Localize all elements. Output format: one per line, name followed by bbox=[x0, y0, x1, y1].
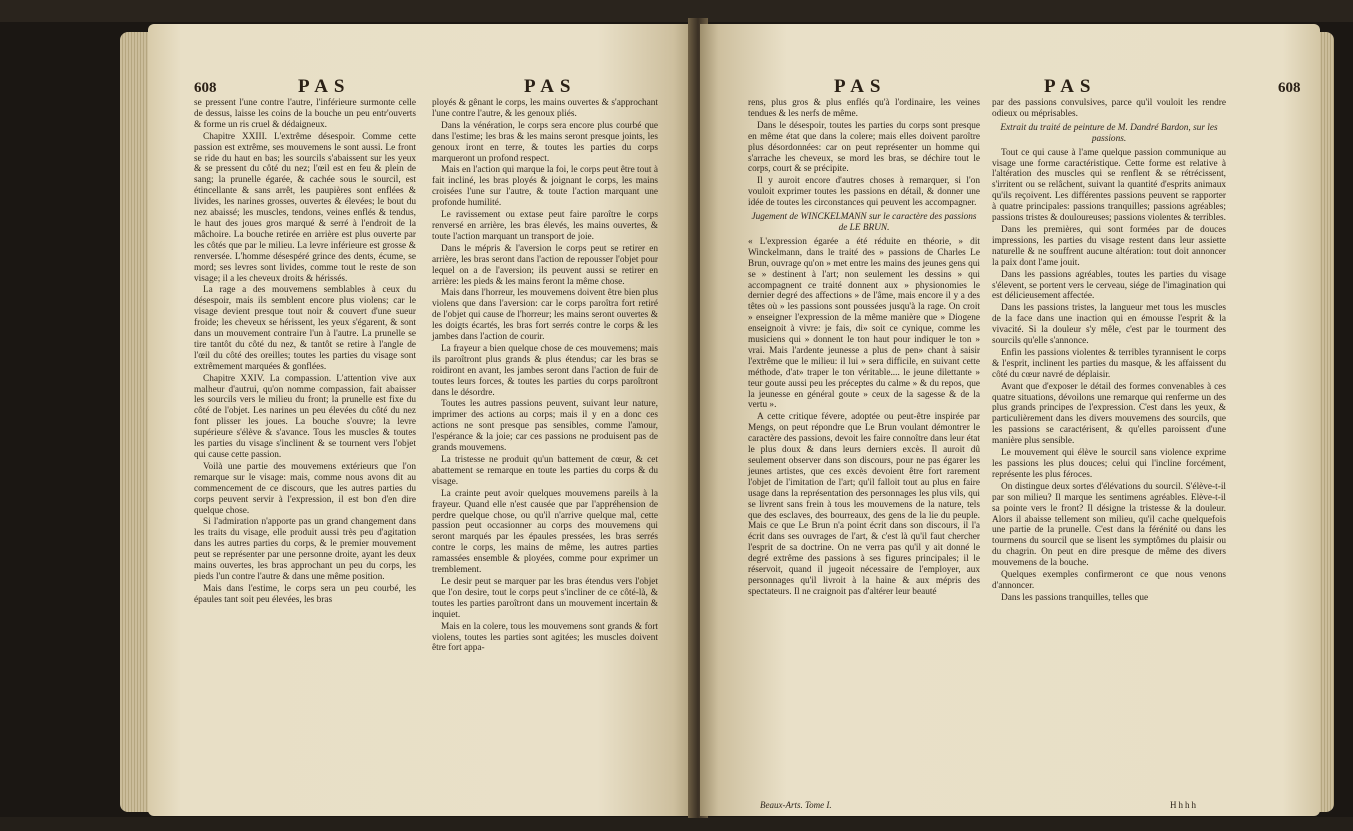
paragraph: ployés & gênant le corps, les mains ouvertes & s'approchant l'une contre l'autre, & les genoux pliés. bbox=[432, 98, 658, 119]
paragraph: Dans la vénération, le corps sera encore plus courbé que dans l'estime; les bras & les mains seront presque joints, les genoux iront en terre, & toutes les parties du corps marqueront un profond respect. bbox=[432, 120, 658, 164]
paragraph: rens, plus gros & plus enflés qu'à l'ordinaire, les veines tendues & les nerfs de même. bbox=[748, 98, 980, 119]
paragraph: Dans le désespoir, toutes les parties du corps sont presque en même état que dans la colere; mais elles doivent paroître plus désordonnées: car on peut représenter un homme qui s'arrache les cheveux, se mord les bras, se déchire tout le corps, court & se précipite. bbox=[748, 120, 980, 175]
paragraph: On distingue deux sortes d'élévations du sourcil. S'élève-t-il par son milieu? Il marque les sentimens agréables. Elève-t-il sa pointe vers le front? Il désigne la tristesse & la douleur. Alors il abaisse tellement son milieu, qu'il cache quelquefois une partie de la prunelle. C'est dans la férénité ou dans les tourmens du sourcil que se lisent les symptômes du plaisir ou du chagrin. On peut en dire presque de même des divers mouvemens de la bouche. bbox=[992, 481, 1226, 569]
paragraph: Quelques exemples confirmeront ce que nous venons d'annoncer. bbox=[992, 570, 1226, 591]
right-column-2 bbox=[992, 98, 1226, 605]
paragraph: A cette critique févere, adoptée ou peut-être inspirée par Mengs, on peut répondre que Le Brun voulant démontrer le caractère des passions, devoit les faire connoître dans leur état le plus doux & dans leurs derniers excès. Il auroit dû seulement observer dans son discours, pour ne pas égarer les jeunes artistes, que ces excès devoient être fort rarement l'objet de l'imitation de l'art; qu'il falloit tout au plus en faire usage dans la représentation des personnages les plus vils, qui se livrent sans frein à tous les mouvemens de la nature, tels que des esclaves, des bourreaux, des gens de la lie du peuple. Mais ce que Le Brun n'a point écrit dans son discours, il l'a écrit dans ses ouvrages de l'art, & c'est là qu'il faut chercher l'esprit de sa doctrine. On ne verra pas qu'il y ait donné le degré extrême des passions à ses figures principales; il le réservoit, quand il jugeoit nécessaire de l'employer, aux personnages qu'il livroit à la haine & aux mépris des spectateurs. Il ne craignoit pas d'altérer leur beauté bbox=[748, 412, 980, 597]
left-page bbox=[148, 24, 696, 816]
right-running-head-2: PAS bbox=[1044, 76, 1097, 97]
paragraph: Le mouvement qui élève le sourcil sans violence exprime les passions les plus douces; celui qui l'incline forcément, représente les plus féroces. bbox=[992, 448, 1226, 480]
right-page bbox=[700, 24, 1320, 816]
paragraph: Dans le mépris & l'aversion le corps peut se retirer en arrière, les bras seront dans l'action de repousser l'objet pour lequel on a de l'aversion; ils peuvent aussi se retirer en arrière: les pieds & les mains feront la même chose. bbox=[432, 243, 658, 287]
paragraph: Dans les passions tranquilles, telles que bbox=[1001, 592, 1149, 603]
right-column-1 bbox=[748, 98, 980, 599]
page-footer: Beaux-Arts. Tome I. bbox=[760, 800, 832, 810]
left-column-1 bbox=[194, 98, 416, 607]
paragraph: La rage a des mouvemens semblables à ceux du désespoir, mais ils semblent encore plus violens; car le visage devient presque tout noir & couvert d'une sueur froide; les cheveux se hérissent, les yeux s'égarent, & sont dans un mouvement contraire l'un à l'autre. La prunelle se tire tantôt du côté du nez, & tantôt se retire à l'angle de l'œil du côté des oreilles; toutes les parties du visage sont extrêmement marquées & gonflées. bbox=[194, 285, 416, 372]
paragraph: La frayeur a bien quelque chose de ces mouvemens; mais ils paroîtront plus grands & plus étendus; car les bras se roidiront en avant, les jambes seront dans l'action de fuir de toutes leurs forces, & toutes les parties du corps paroîtront dans le désordre. bbox=[432, 343, 658, 398]
paragraph: se pressent l'une contre l'autre, l'inférieure surmonte celle de dessus, laisse les coins de la bouche un peu entr'ouverts & forme un ris cruel & dédaigneux. bbox=[194, 98, 416, 130]
left-running-head-2: PAS bbox=[524, 76, 577, 97]
paragraph: Toutes les autres passions peuvent, suivant leur nature, imprimer des actions au corps; mais il y en a donc ces actions ne sont presque pas sensibles, comme l'amour, l'espérance & la joie; car ces passions ne produisent pas de grands mouvemens. bbox=[432, 399, 658, 454]
paragraph: par des passions convulsives, parce qu'il vouloit les rendre odieux ou méprisables. bbox=[992, 98, 1226, 119]
paragraph: Mais en la colere, tous les mouvemens sont grands & fort violens, toutes les parties sont agitées; les muscles doivent être fort appa- bbox=[432, 621, 658, 654]
left-page-number: 608 bbox=[194, 80, 217, 96]
paragraph: Il y auroit encore d'autres choses à remarquer, si l'on vouloit exprimer toutes les passions en détail, & donner une idée de toutes les circonstances qui peuvent les accompagner. bbox=[748, 176, 980, 209]
paragraph: Enfin les passions violentes & terribles tyrannisent le corps & l'esprit, inclinent les parties du masque, & les affaissent du côté du cœur navré de déplaisir. bbox=[992, 347, 1226, 380]
paragraph: La crainte peut avoir quelques mouvemens pareils à la frayeur. Quand elle n'est causée que par l'appréhension de perdre quelque chose, ou qu'il n'arrive quelque mal, cette passion peut occasionner au corps des mouvemens qui seront marqués par les épaules pressées, les bras serrés contre le corps, les mains de même, les autres parties ramassées ensemble & ployées, comme pour exprimer un tremblement. bbox=[432, 488, 658, 576]
section-title: Extrait du traité de peinture de M. Dandré Bardon, sur les passions. bbox=[1000, 122, 1218, 144]
paragraph: Avant que d'exposer le détail des formes convenables à ces quatre situations, dévoilons une remarque qui renferme un des plus grands principes de l'expression. C'est dans les yeux, & particulièrement dans les divers mouvemens des sourcils, que les passions se caractérisent, & qu'elles paroissent d'une manière plus sensible. bbox=[992, 381, 1226, 447]
signature-mark: Hhhh bbox=[1170, 800, 1198, 810]
paragraph: Tout ce qui cause à l'ame quelque passion communique au visage une forme caractéristique. Cette forme est relative à l'altération des muscles qui se renflent & se rétrécissent, s'irritent ou se relâchent, suivant la quantité d'esprits animaux qu'ils reçoivent. Les différentes passions peuvent se rapporter à quatre principales: passions tranquilles; passions agréables; passions tristes & douloureuses; passions violentes & terribles. bbox=[992, 147, 1226, 224]
quotation: « L'expression égarée a été réduite en théorie, » dit Winckelmann, dans le traité des » passions de Charles Le Brun, ouvrage qu'on » met entre les mains des jeunes gens qui se » destinent à l'art; non seulement les dessins » qui accompagnent ce traité donnent aux » physionomies le dernier degré des affections » de l'âme, mais encore il y a des têtes où » les passions sont poussées jusqu'à la rage. On croit » enseigner l'expression de la même manière que » Diogene enseignoit à vivre: je fais, di» soit ce cynique, comme les musiciens qui » donnent le ton haut pour indiquer le ton » vrai. Mais l'ardente jeunesse a plus de pen» chant à saisir l'extrême que le milieu: il lui » sera difficile, en suivant cette méthode, d'at» traper le ton véritable.... le jeune dilettante » teur goute aussi peu les préceptes du calme » & du repos, que la jeunesse en général goute » ceux de la sagesse & de la vertu ». bbox=[748, 236, 980, 411]
paragraph: Dans les passions tristes, la langueur met tous les muscles de la face dans une inaction qui en émousse l'esprit & la vivacité. Si la douleur s'y mêle, c'est par le tourment des sourcils qu'elle s'annonce. bbox=[992, 303, 1226, 347]
paragraph: Chapitre XXIII. L'extrême désespoir. Comme cette passion est extrême, ses mouvemens le sont aussi. Le front se ride du haut en bas; les sourcils s'abaissent sur les yeux & se pressent du côté du nez; l'œil est en feu & plein de sang; la prunelle égarée, & cachée sous le sourcil, est étincellante & sans arrêt, les paupières sont enflées & livides, les narines grosses, ouvertes & élevées; le bout du nez abaissé; les muscles, tendons, veines enflés & tendus, le haut des joues gros marqué & serré à l'endroit de la mâchoire. La bouche retirée en arrière est plus ouverte par les côtés que par le milieu. La levre inférieure est grosse & renversée. L'homme désespéré grince des dents, écume, se mord; ses levres sont livides, comme tout le reste de son visage; il a les cheveux droits & hérissés. bbox=[194, 131, 416, 284]
paragraph: La tristesse ne produit qu'un battement de cœur, & cet abattement se remarque en toute les parties du corps & du visage. bbox=[432, 455, 658, 487]
paragraph: Mais en l'action qui marque la foi, le corps peut être tout à fait incliné, les bras ployés & joignant le corps, les mains croisées l'une sur l'autre, & toute l'action marquant une profonde humilité. bbox=[432, 165, 658, 209]
page-edges-left bbox=[120, 32, 150, 812]
section-title: Jugement de WINCKELMANN sur le caractère des passions de LE BRUN. bbox=[751, 212, 977, 233]
paragraph: Chapitre XXIV. La compassion. L'attention vive aux malheur d'autrui, qu'on nomme compassion, fait abaisser les sourcils vers le milieu du front; la prunelle est fixe du côté de l'objet. Les narines un peu élevées du côté du nez font plisser les joues. La bouche s'ouvre; la levre supérieure s'élève & s'avance. Tous les muscles & toutes les parties du visage s'inclinent & se tournent vers l'objet qui cause cette passion. bbox=[194, 373, 416, 460]
right-page-number: 608 bbox=[1278, 80, 1301, 96]
left-running-head-1: PAS bbox=[298, 76, 351, 97]
right-running-head-1: PAS bbox=[834, 76, 887, 97]
paragraph: Mais dans l'horreur, les mouvemens doivent être bien plus violens que dans l'aversion: car le corps paroîtra fort retiré de l'objet qui cause de l'horreur; les mains seront ouvertes & les doigts écartés, les bras fort serrés contre le corps & les jambes dans l'action de courir. bbox=[432, 288, 658, 343]
left-column-2 bbox=[432, 98, 658, 655]
paragraph: Mais dans l'estime, le corps sera un peu courbé, les épaules tant soit peu élevées, les bras bbox=[194, 583, 416, 605]
paragraph: Voilà une partie des mouvemens extérieurs que l'on remarque sur le visage: mais, comme nous avons dit au commencement de ce discours, que les autres parties du corps peuvent servir à l'expression, il est bon d'en dire quelque chose. bbox=[194, 461, 416, 516]
paragraph: Si l'admiration n'apporte pas un grand changement dans les traits du visage, elle produit aussi très peu d'agitation dans les autres parties du corps, & le premier mouvement peut se représenter par une personne droite, ayant les deux mains ouvertes, les bras approchant un peu du corps, les pieds l'un contre l'autre & dans une même position. bbox=[194, 517, 416, 582]
paragraph: Dans les passions agréables, toutes les parties du visage s'élevent, se portent vers le cerveau, siége de l'imagination qui est délicieusement affectée. bbox=[992, 269, 1226, 302]
paragraph: Dans les premières, qui sont formées par de douces impressions, les parties du visage restent dans leur assiette naturelle & ne souffrent aucune altération: tout doit annoncer la paix dont l'ame jouit. bbox=[992, 224, 1226, 268]
paragraph: Le desir peut se marquer par les bras étendus vers l'objet que l'on desire, tout le corps peut s'incliner de ce côté-là, & toutes les parties paroîtront dans un mouvement incertain & inquiet. bbox=[432, 576, 658, 620]
open-book bbox=[20, 14, 1333, 820]
paragraph: Le ravissement ou extase peut faire paroître le corps renversé en arrière, les bras élevés, les mains ouvertes, & toute l'action marquant un transport de joie. bbox=[432, 210, 658, 242]
